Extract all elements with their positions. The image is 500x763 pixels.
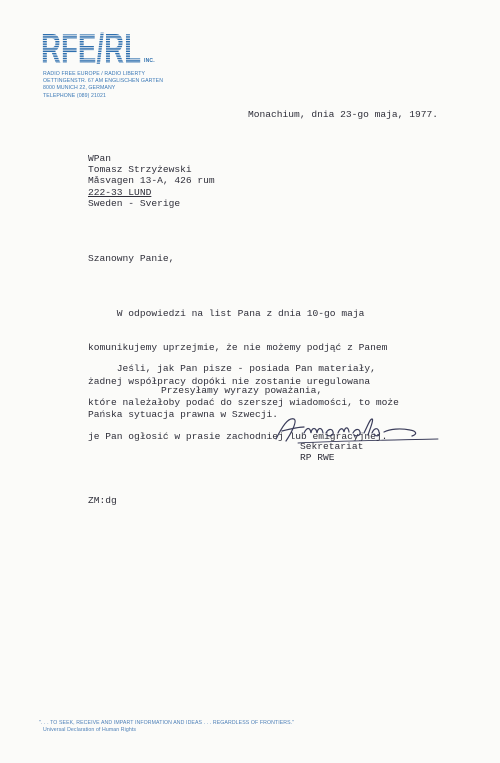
date-line: Monachium, dnia 23-go maja, 1977. [248,109,438,120]
closing-line: Przesyłamy wyrazy poważania, [161,385,323,396]
paragraph-line: komunikujemy uprzejmie, że nie możemy podjąć z Panem [88,342,388,354]
signatory-line: Sekretariat [300,441,364,452]
address-line: OETTINGENSTR. 67 AM ENGLISCHEN GARTEN [43,78,164,85]
recipient-block [88,153,215,209]
rfe-rl-logo [41,29,141,65]
paragraph-line: które należałoby podać do szerszej wiadomości, to może [88,397,399,409]
address-line: 8000 MUNICH 22, GERMANY [43,85,116,92]
footer-line: Universal Declaration of Human Rights [43,727,137,733]
reference-initials: ZM:dg [88,495,117,506]
paragraph-line: Pańska sytuacja prawna w Szwecji. [88,409,278,421]
paragraph-line: Jeśli, jak Pan pisze - posiada Pan materiały, [88,363,376,375]
signatory-block [300,441,363,463]
paragraph-line: żadnej współpracy dopóki nie zostanie uregulowana [88,375,371,387]
recipient-line: Tomasz Strzyżewski [88,164,192,176]
recipient-line: 222-33 LUND [88,186,152,198]
paragraph-line: W odpowiedzi na list Pana z dnia 10-go maja [88,308,365,320]
recipient-line: Måsvagen 13-A, 426 rum [88,175,215,187]
address-line: RADIO FREE EUROPE / RADIO LIBERTY [43,71,146,77]
recipient-line: WPan [88,153,112,164]
letterhead-address [43,71,163,100]
logo-inc: INC. [144,58,155,64]
paragraph-line: je Pan ogłosić w prasie zachodniej lub emigracyjnej. [88,430,388,442]
footer-quote [39,720,294,734]
salutation: Szanowny Panie, [88,253,175,264]
address-line: TELEPHONE (089) 21021 [43,92,106,99]
recipient-line: Sweden - Sverige [88,197,181,209]
signatory-line: RP RWE [300,452,335,464]
footer-line: ". . . TO SEEK, RECEIVE AND IMPART INFORMATION AND IDEAS . . . REGARDLESS OF FRONTIERS." [39,720,295,726]
